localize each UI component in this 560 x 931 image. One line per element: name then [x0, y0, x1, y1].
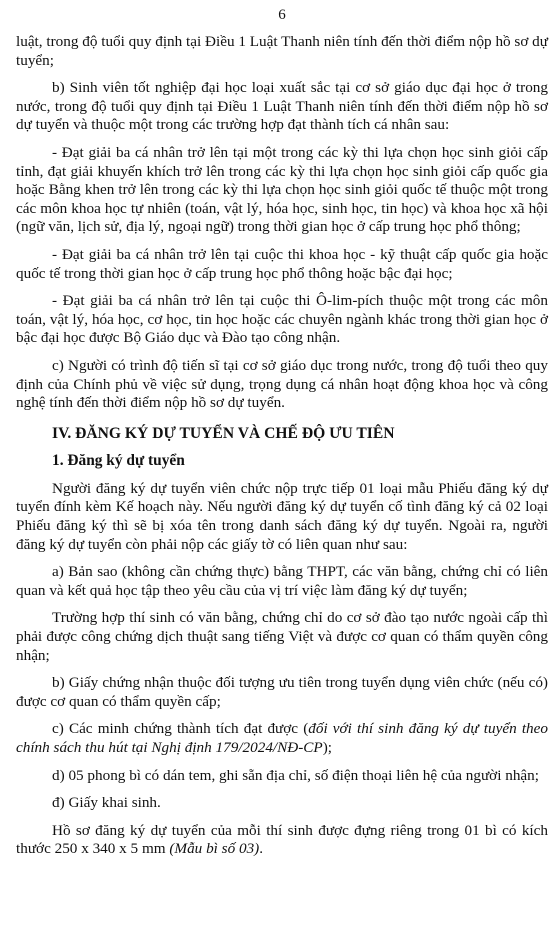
- paragraph-continuation: luật, trong độ tuổi quy định tại Điều 1 Luật Thanh niên tính đến thời điểm nộp hồ sơ dự tuyển;: [16, 33, 548, 69]
- paragraph-item-b: b) Sinh viên tốt nghiệp đại học loại xuất sắc tại cơ sở giáo dục đại học ở trong nước, trong độ tuổi quy định tại Điều 1 Luật Thanh niên tính đến thời điểm nộp hồ sơ dự tuyển và thuộc một trong các trường hợp đạt thành tích cá nhân sau:: [16, 79, 548, 134]
- section-heading: IV. ĐĂNG KÝ DỰ TUYỂN VÀ CHẾ ĐỘ ƯU TIÊN: [52, 424, 395, 442]
- paragraph-doc-a: a) Bản sao (không cần chứng thực) bằng THPT, các văn bằng, chứng chỉ có liên quan và kết quả học tập theo yêu cầu của vị trí việc làm đăng ký dự tuyển;: [16, 563, 548, 599]
- subsection-heading: 1. Đăng ký dự tuyển: [52, 452, 185, 470]
- doc-c-end: );: [322, 739, 332, 756]
- paragraph-doc-dd: đ) Giấy khai sinh.: [52, 794, 161, 812]
- paragraph-doc-d: d) 05 phong bì có dán tem, ghi sẵn địa chỉ, số điện thoại liên hệ của người nhận;: [52, 766, 539, 784]
- doc-c-text: c) Các minh chứng thành tích đạt được (: [52, 720, 309, 738]
- paragraph-envelope: [16, 822, 548, 859]
- envelope-end: .: [259, 840, 264, 858]
- envelope-italic: (Mẫu bì số 03): [169, 840, 260, 858]
- paragraph-item-c: c) Người có trình độ tiến sĩ tại cơ sở giáo dục trong nước, trong độ tuổi theo quy định của Chính phủ về việc sử dụng, trọng dụng cá nhân hoạt động khoa học và công nghệ tính đến thời điểm nộp hồ sơ dự tuyển.: [16, 356, 548, 412]
- paragraph-bullet-3: - Đạt giải ba cá nhân trở lên tại cuộc thi Ô-lim-pích thuộc một trong các môn toán, vật lý, hóa học, cơ học, tin học hoặc các chuyên ngành khác trong thời gian học ở bậc đại học được Bộ Giáo dục và Đào tạo công nhận.: [16, 292, 548, 347]
- paragraph-registration: Người đăng ký dự tuyển viên chức nộp trực tiếp 01 loại mẫu Phiếu đăng ký dự tuyển đính kèm Kế hoạch này. Nếu người đăng ký dự tuyển cố tình đăng ký cả 02 loại Phiếu đăng ký thì sẽ bị xóa tên trong danh sách đăng ký dự tuyển. Ngoài ra, người đăng ký dự tuyển còn phải nộp các giấy tờ có liên quan như sau:: [16, 479, 548, 553]
- paragraph-doc-c: [16, 720, 548, 757]
- page-number: 6: [278, 7, 286, 23]
- paragraph-foreign-degree: Trường hợp thí sinh có văn bằng, chứng chỉ do cơ sở đào tạo nước ngoài cấp thì phải được công chứng dịch thuật sang tiếng Việt và được cơ quan có thẩm quyền công nhận;: [16, 609, 548, 664]
- paragraph-doc-b: b) Giấy chứng nhận thuộc đối tượng ưu tiên trong tuyển dụng viên chức (nếu có) được cơ quan có thẩm quyền cấp;: [16, 674, 548, 710]
- paragraph-bullet-2: - Đạt giải ba cá nhân trở lên tại cuộc thi khoa học - kỹ thuật cấp quốc gia hoặc quốc tế trong thời gian học ở cấp trung học phổ thông hoặc bậc đại học;: [16, 245, 548, 282]
- doc-c-italic: đối với thí sinh đăng ký dự tuyển theo chính sách thu hút tại Nghị định 179/2024/NĐ-CP: [16, 720, 548, 756]
- paragraph-bullet-1: - Đạt giải ba cá nhân trở lên tại một trong các kỳ thi lựa chọn học sinh giỏi cấp tỉnh, đạt giải khuyến khích trở lên trong các kỳ thi lựa chọn học sinh giỏi cấp quốc gia hoặc Bằng khen trở lên trong các kỳ thi lựa chọn học sinh giỏi quốc tế thuộc một trong các môn khoa học tự nhiên (toán, vật lý, hóa học, sinh học, tin học) và khoa học xã hội (ngữ văn, lịch sử, địa lý, ngoại ngữ) trong thời gian học ở cấp trung học phổ thông;: [16, 143, 548, 236]
- envelope-text: Hồ sơ đăng ký dự tuyển của mỗi thí sinh được đựng riêng trong 01 bì có kích thước 250 x 340 x 5 mm: [16, 821, 548, 858]
